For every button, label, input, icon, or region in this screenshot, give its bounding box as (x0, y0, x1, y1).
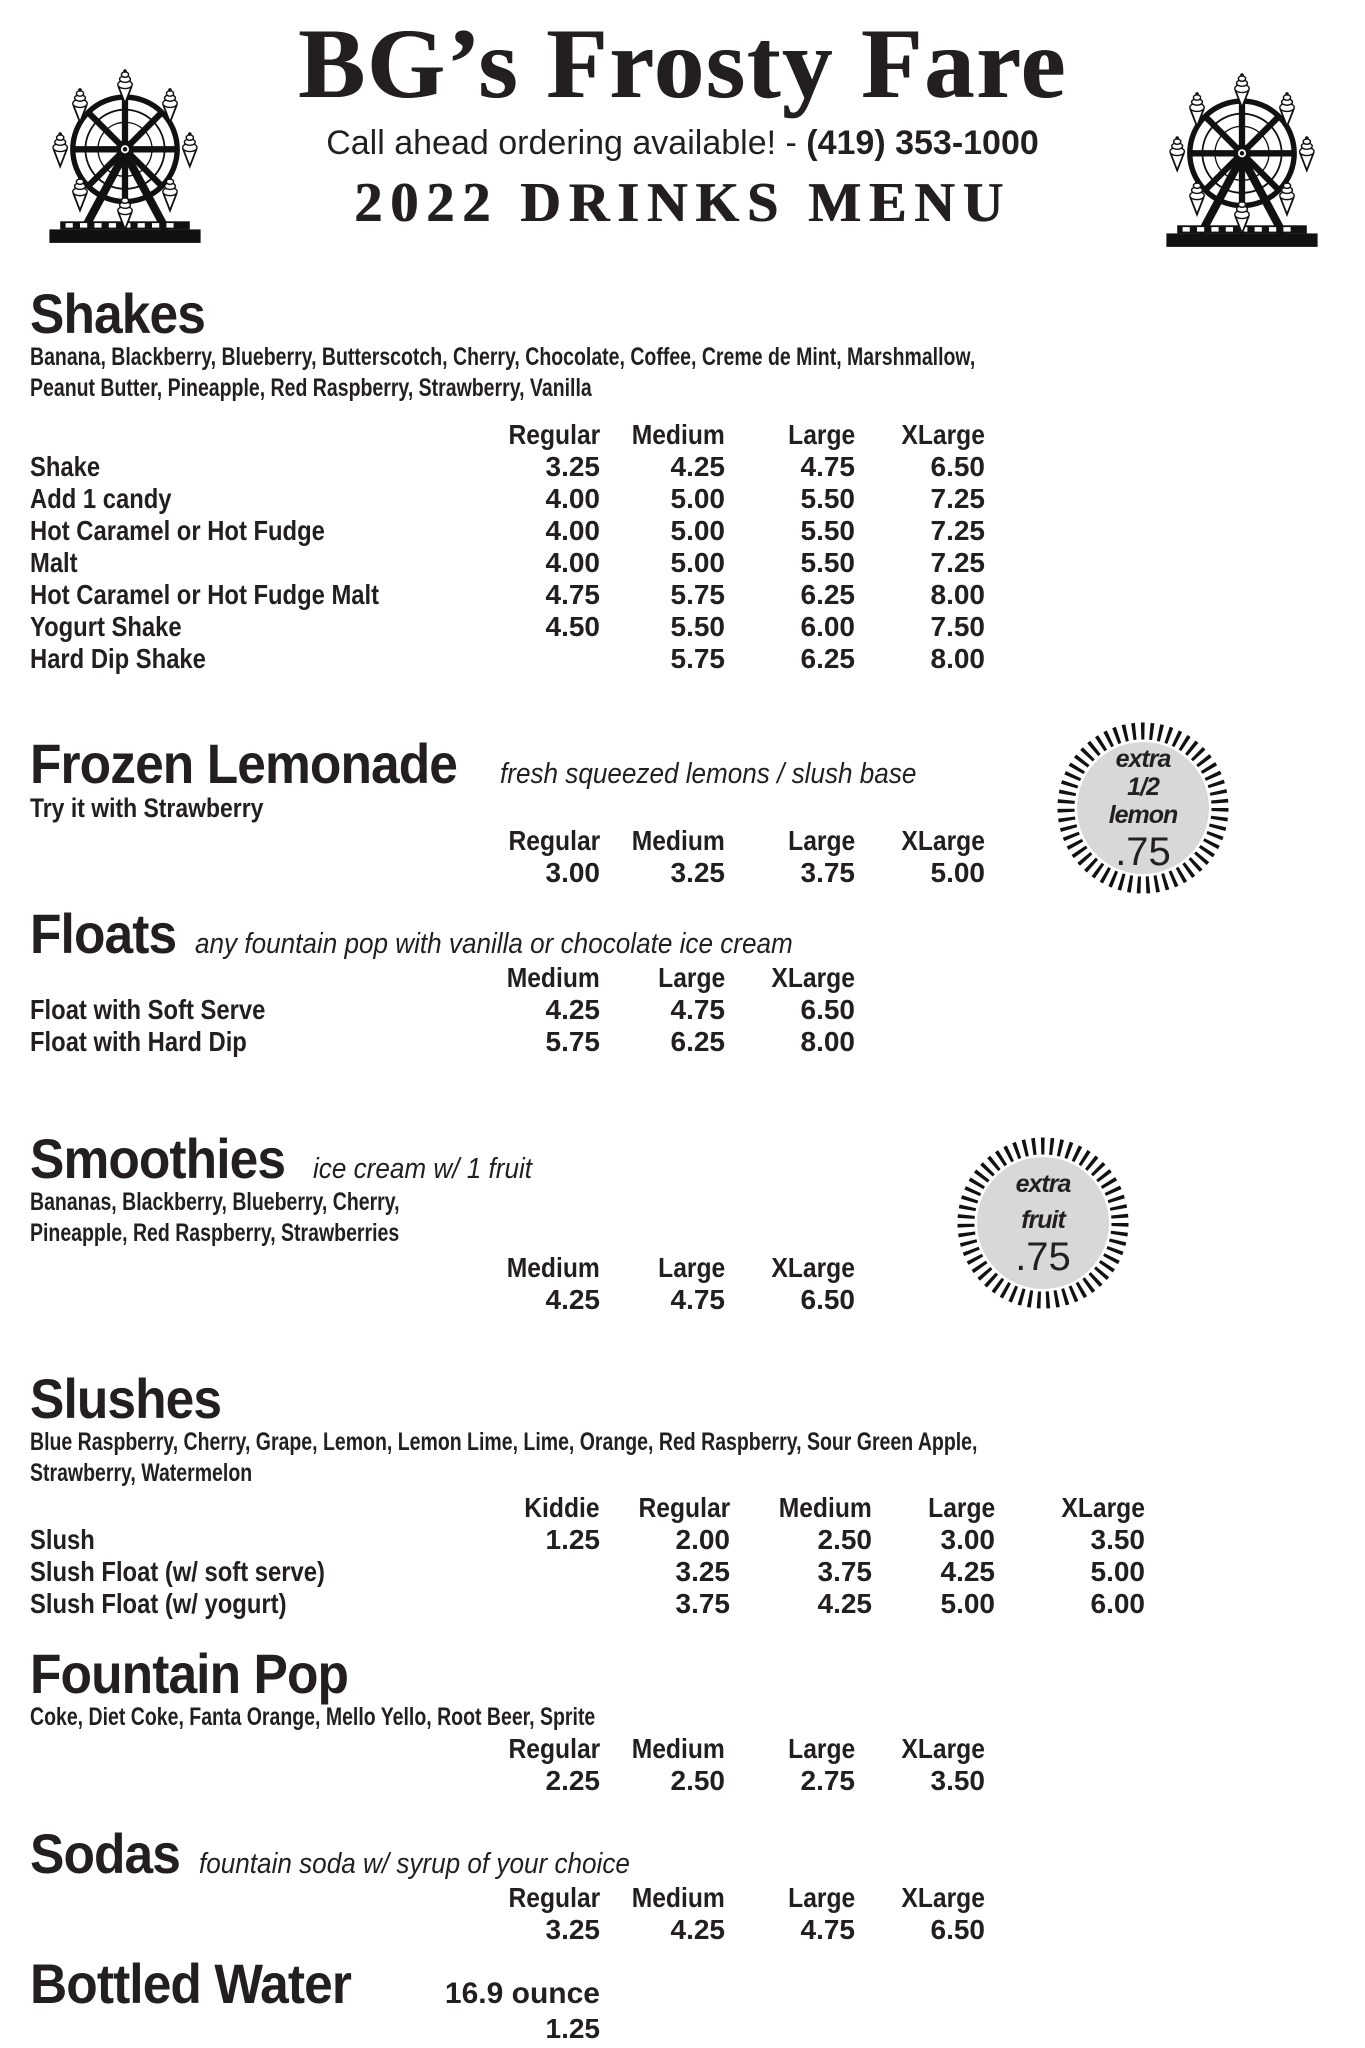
extra-fruit-badge (948, 1128, 1138, 1318)
price-cell: 7.50 (930, 611, 985, 643)
column-header: Large (927, 1492, 995, 1524)
badge-text: extra (1015, 1169, 1071, 1198)
column-header: Regular (638, 1492, 730, 1524)
price-cell: 7.25 (930, 547, 985, 579)
shakes-price-table (30, 419, 1335, 675)
call-ahead-text: Call ahead ordering available! - (326, 124, 807, 162)
flavor-list: Coke, Diet Coke, Fanta Orange, Mello Yello, Root Beer, Sprite (30, 1703, 596, 1732)
badge-text: extra (1115, 744, 1171, 773)
price-cell: 3.75 (817, 1556, 872, 1588)
price-cell: 8.00 (930, 643, 985, 675)
price-cell: 4.50 (545, 611, 600, 643)
column-header-row (30, 1252, 1335, 1284)
column-header: Large (787, 419, 855, 451)
price-cell: 5.00 (940, 1588, 995, 1620)
section-heading: Frozen Lemonade fresh squeezed lemons / slush base (30, 732, 917, 795)
price-cell: 6.00 (1090, 1588, 1145, 1620)
section-subtitle: fountain soda w/ syrup of your choice (199, 1848, 630, 1880)
menu-row (30, 1524, 1335, 1556)
ferris-wheel-icon (35, 56, 215, 266)
price-cell: 6.25 (800, 643, 855, 675)
column-header: XLarge (901, 1882, 985, 1914)
price-cell: 2.50 (670, 1764, 725, 1796)
item-name: Slush Float (w/ soft serve) (30, 1556, 325, 1588)
section-heading: Slushes (30, 1367, 222, 1430)
phone-number: (419) 353-1000 (806, 124, 1039, 162)
menu-row (30, 1952, 600, 2015)
badge-text: 1/2 (1127, 772, 1159, 801)
price-cell: 4.75 (800, 1914, 855, 1946)
section-subtitle: ice cream w/ 1 fruit (313, 1153, 533, 1185)
column-header: XLarge (901, 824, 985, 856)
section-shakes (0, 282, 1365, 675)
menu-row (30, 1284, 1335, 1316)
column-header: Medium (631, 824, 725, 856)
price-cell: 5.00 (670, 515, 725, 547)
column-header: Medium (506, 1252, 600, 1284)
menu-row (30, 1556, 1335, 1588)
price-cell: 4.25 (817, 1588, 872, 1620)
price-cell: 5.50 (800, 483, 855, 515)
price-cell: 5.50 (670, 611, 725, 643)
section-heading: Sodas fountain soda w/ syrup of your choice (30, 1822, 630, 1885)
flavor-list: Bananas, Blackberry, Blueberry, Cherry, Pineapple, Red Raspberry, Strawberries (30, 1188, 400, 1247)
price-cell: 3.75 (800, 856, 855, 888)
price-cell: 3.25 (675, 1556, 730, 1588)
item-name: Slush (30, 1524, 95, 1556)
price-cell: 6.00 (800, 611, 855, 643)
item-name: Hot Caramel or Hot Fudge (30, 515, 325, 547)
column-header: Large (787, 1732, 855, 1764)
price-cell: 6.25 (800, 579, 855, 611)
price-cell: 3.25 (545, 451, 600, 483)
menu-row (30, 547, 1335, 579)
price-cell: 5.75 (545, 1026, 600, 1058)
item-name: Slush Float (w/ yogurt) (30, 1588, 287, 1620)
column-header: Large (657, 962, 725, 994)
menu-row (30, 451, 1335, 483)
price-cell: 4.25 (545, 994, 600, 1026)
menu-row (30, 1765, 1335, 1797)
price-cell: 4.25 (670, 1914, 725, 1946)
column-header: Medium (631, 1732, 725, 1764)
item-name: Hot Caramel or Hot Fudge Malt (30, 579, 380, 611)
section-subtitle: any fountain pop with vanilla or chocolate ice cream (194, 928, 793, 960)
price-cell: 3.00 (940, 1524, 995, 1556)
price-cell: 6.50 (930, 451, 985, 483)
section-fountain-pop (0, 1642, 1365, 1797)
price-cell: 4.25 (545, 1284, 600, 1316)
column-header-row (30, 419, 1335, 451)
price-cell: 5.00 (670, 547, 725, 579)
menu-row (30, 643, 1335, 675)
item-name: Hard Dip Shake (30, 643, 206, 675)
price-cell: 5.75 (670, 643, 725, 675)
section-subtitle: fresh squeezed lemons / slush base (500, 758, 917, 790)
price-cell: 5.75 (670, 579, 725, 611)
section-note: Try it with Strawberry (30, 793, 264, 824)
price-cell: 4.00 (545, 483, 600, 515)
column-header: Large (787, 1882, 855, 1914)
column-header: Regular (508, 1882, 600, 1914)
price-cell: 1.25 (545, 2013, 600, 2045)
column-header-row (30, 962, 1335, 994)
section-smoothies (0, 1127, 1365, 1316)
price-cell (510, 1556, 600, 1588)
brand-title: BG’s Frosty Fare (298, 8, 1067, 119)
column-header: Medium (778, 1492, 872, 1524)
item-name: Malt (30, 547, 78, 579)
section-heading: Fountain Pop (30, 1642, 349, 1705)
price-cell: 3.00 (545, 856, 600, 888)
price-cell: 5.50 (800, 547, 855, 579)
extra-lemon-badge (1048, 713, 1238, 903)
column-header-row (30, 1882, 1335, 1914)
menu-row (30, 1588, 1335, 1620)
item-name: Shake (30, 451, 101, 483)
price-cell: 3.50 (930, 1764, 985, 1796)
item-name: Float with Soft Serve (30, 994, 266, 1026)
column-header: XLarge (771, 962, 855, 994)
flavor-list: Banana, Blackberry, Blueberry, Butterscotch, Cherry, Chocolate, Coffee, Creme de Mint, Marshmallow, Peanut Butter, Pineapple, Red Raspberry, Strawberry, Vanilla (30, 343, 976, 402)
price-cell: 5.00 (670, 483, 725, 515)
column-header: Regular (508, 1732, 600, 1764)
price-cell: 7.25 (930, 483, 985, 515)
price-cell: 4.00 (545, 515, 600, 547)
column-header: XLarge (901, 419, 985, 451)
price-cell: 6.50 (800, 1284, 855, 1316)
price-cell: 6.50 (930, 1914, 985, 1946)
menu-row (30, 611, 1335, 643)
item-name: Float with Hard Dip (30, 1026, 247, 1058)
flavor-list: Blue Raspberry, Cherry, Grape, Lemon, Lemon Lime, Lime, Orange, Red Raspberry, Sour Green Apple, Strawberry, Watermelon (30, 1428, 978, 1487)
price-cell: 3.50 (1090, 1524, 1145, 1556)
price-cell: 4.25 (940, 1556, 995, 1588)
badge-price: .75 (1015, 1234, 1071, 1279)
menu-row (30, 994, 1335, 1026)
section-heading: Smoothies ice cream w/ 1 fruit (30, 1127, 533, 1190)
column-header: Regular (508, 824, 600, 856)
price-cell: 2.00 (675, 1524, 730, 1556)
price-cell: 5.00 (930, 856, 985, 888)
price-cell: 5.50 (800, 515, 855, 547)
column-header: XLarge (771, 1252, 855, 1284)
section-floats (0, 902, 1365, 1058)
section-bottled-water (0, 1952, 1365, 2046)
price-cell: 2.75 (800, 1764, 855, 1796)
smoothies-price-table (30, 1252, 1335, 1316)
price-cell: 3.25 (670, 856, 725, 888)
column-header: Kiddie (524, 1492, 600, 1524)
price-cell: 4.75 (670, 1284, 725, 1316)
price-cell (510, 1588, 600, 1620)
price-cell: 8.00 (800, 1026, 855, 1058)
price-cell: 8.00 (930, 579, 985, 611)
fountain-pop-price-table (30, 1733, 1335, 1797)
price-cell: 3.75 (675, 1588, 730, 1620)
price-cell: 7.25 (930, 515, 985, 547)
price-cell: 4.75 (670, 994, 725, 1026)
price-cell: 1.25 (545, 1524, 600, 1556)
item-name: Yogurt Shake (30, 611, 182, 643)
price-cell: 4.00 (545, 547, 600, 579)
price-cell: 4.75 (545, 579, 600, 611)
column-header: Large (787, 824, 855, 856)
floats-price-table (30, 962, 1335, 1058)
badge-text: lemon (1108, 800, 1178, 829)
section-heading: Shakes (30, 282, 205, 345)
column-header: Large (657, 1252, 725, 1284)
section-sodas (0, 1822, 1365, 1946)
price-cell: 4.75 (800, 451, 855, 483)
menu-row (30, 515, 1335, 547)
ferris-wheel-icon (1152, 60, 1332, 270)
price-cell: 5.00 (1090, 1556, 1145, 1588)
menu-row (30, 579, 1335, 611)
size-label: 16.9 ounce (444, 1977, 600, 2010)
column-header: XLarge (1061, 1492, 1145, 1524)
slushes-price-table (30, 1492, 1335, 1620)
menu-row (30, 1914, 1335, 1946)
column-header: Regular (508, 419, 600, 451)
price-cell: 6.50 (800, 994, 855, 1026)
section-heading: Bottled Water (30, 1952, 352, 2015)
badge-price: .75 (1115, 829, 1171, 874)
column-header: XLarge (901, 1732, 985, 1764)
price-cell: 6.25 (670, 1026, 725, 1058)
price-cell: 2.50 (817, 1524, 872, 1556)
price-cell: 3.25 (545, 1914, 600, 1946)
column-header: Medium (506, 962, 600, 994)
price-cell: 4.25 (670, 451, 725, 483)
column-header-row (30, 1733, 1335, 1765)
price-cell: 2.25 (545, 1764, 600, 1796)
section-heading: Floats any fountain pop with vanilla or chocolate ice cream (30, 902, 793, 965)
column-header-row (30, 1492, 1335, 1524)
section-slushes (0, 1367, 1365, 1620)
price-cell (460, 643, 600, 675)
item-name: Add 1 candy (30, 483, 172, 515)
menu-row (30, 483, 1335, 515)
sodas-price-table (30, 1882, 1335, 1946)
menu-title: 2022 DRINKS MENU (354, 172, 1011, 234)
column-header: Medium (631, 419, 725, 451)
menu-row (30, 1026, 1335, 1058)
column-header: Medium (631, 1882, 725, 1914)
badge-text: fruit (1021, 1205, 1065, 1234)
